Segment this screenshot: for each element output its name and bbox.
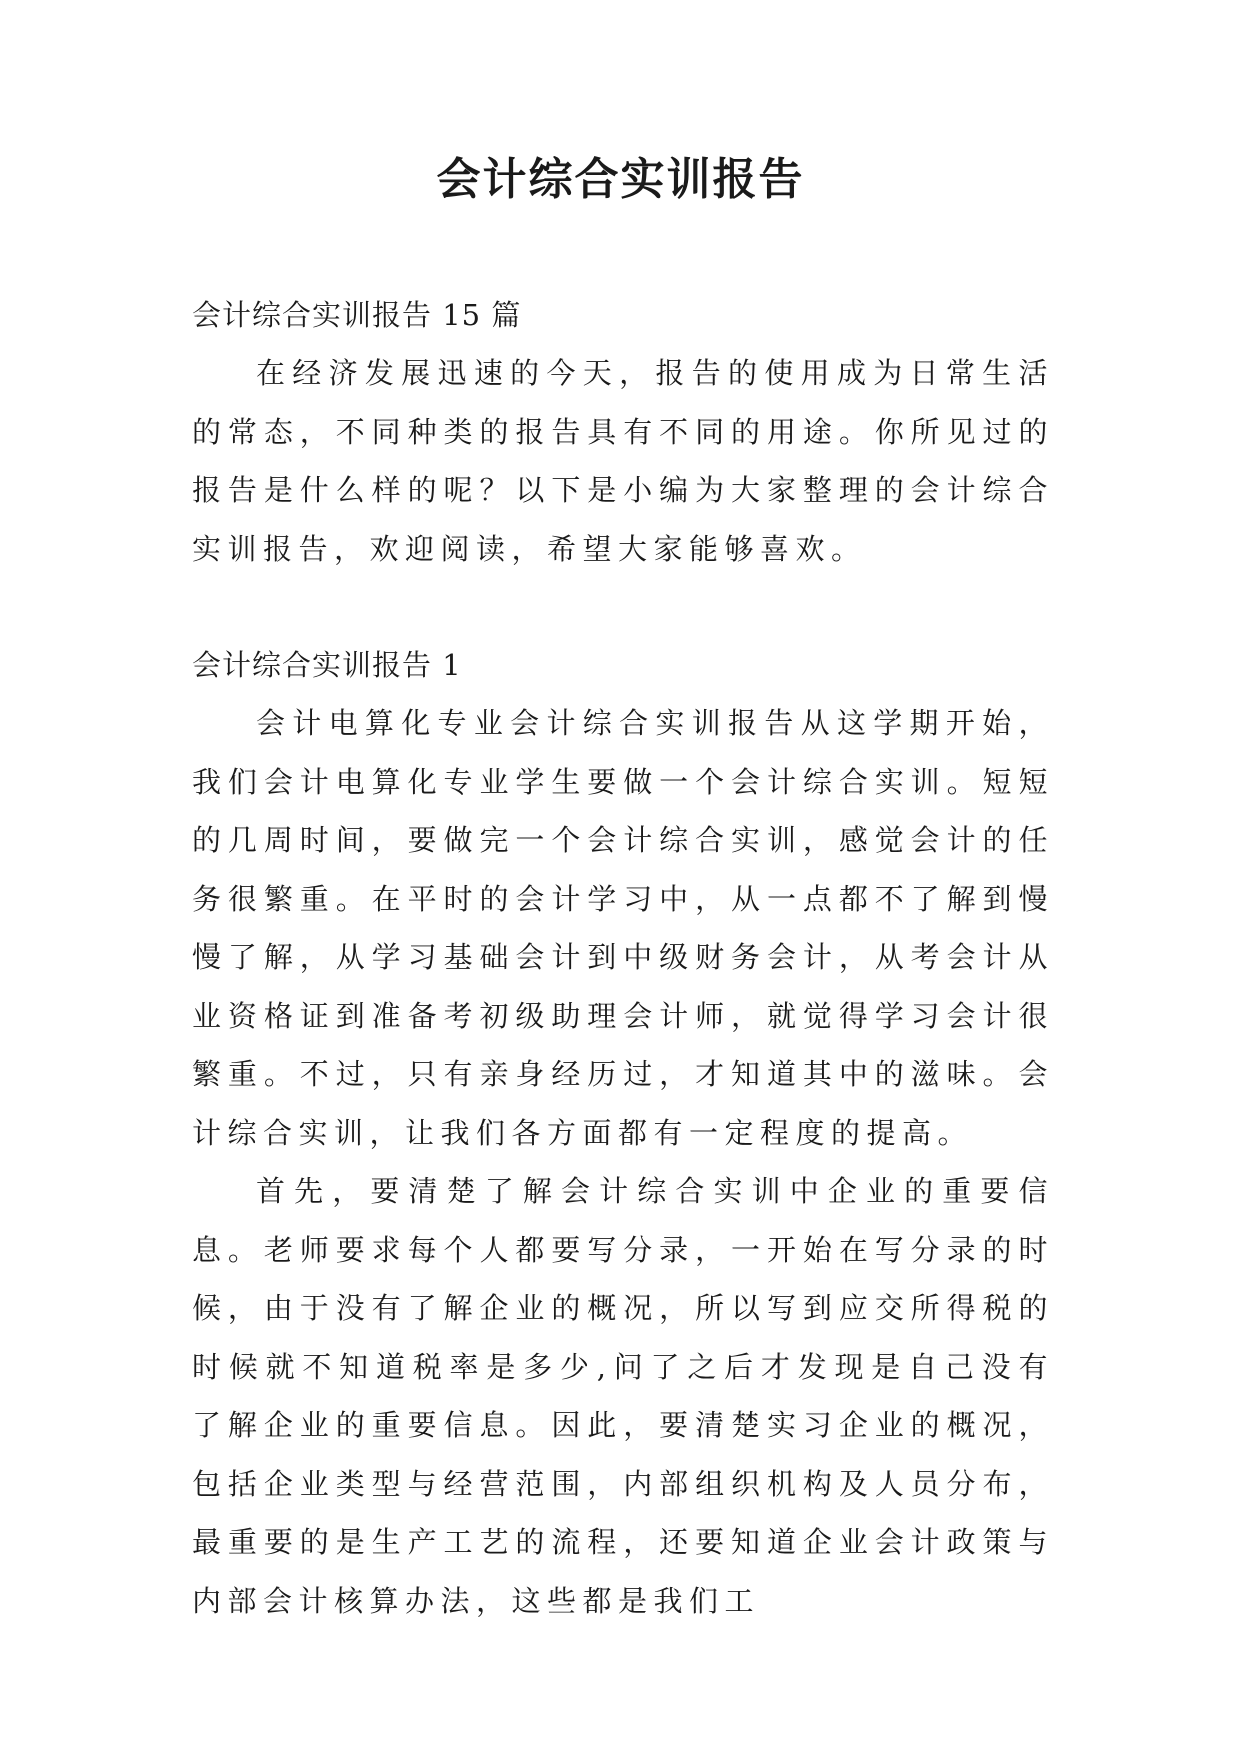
section-paragraph-2: 首先，要清楚了解会计综合实训中企业的重要信息。老师要求每个人都要写分录，一开始在写分录的时候，由于没有了解企业的概况，所以写到应交所得税的时候就不知道税率是多少,问了之后才发现是自己没有了解企业的重要信息。因此，要清楚实习企业的概况，包括企业类型与经营范围，内部组织机构及人员分布，最重要的是生产工艺的流程，还要知道企业会计政策与内部会计核算办法，这些都是我们工 xyxy=(192,1174,1054,1618)
intro-heading: 会计综合实训报告 15 篇 xyxy=(192,298,522,332)
document-body xyxy=(192,286,1054,1630)
section-heading: 会计综合实训报告 1 xyxy=(192,648,462,682)
intro-paragraph: 在经济发展迅速的今天，报告的使用成为日常生活的常态，不同种类的报告具有不同的用途。你所见过的报告是什么样的呢？以下是小编为大家整理的会计综合实训报告，欢迎阅读，希望大家能够喜欢。 xyxy=(192,356,1054,566)
section-paragraph-1: 会计电算化专业会计综合实训报告从这学期开始，我们会计电算化专业学生要做一个会计综合实训。短短的几周时间，要做完一个会计综合实训，感觉会计的任务很繁重。在平时的会计学习中，从一点都不了解到慢慢了解，从学习基础会计到中级财务会计，从考会计从业资格证到准备考初级助理会计师，就觉得学习会计很繁重。不过，只有亲身经历过，才知道其中的滋味。会计综合实训，让我们各方面都有一定程度的提高。 xyxy=(192,706,1054,1150)
document-title: 会计综合实训报告 xyxy=(436,154,805,205)
paragraph-spacer xyxy=(192,578,1054,636)
